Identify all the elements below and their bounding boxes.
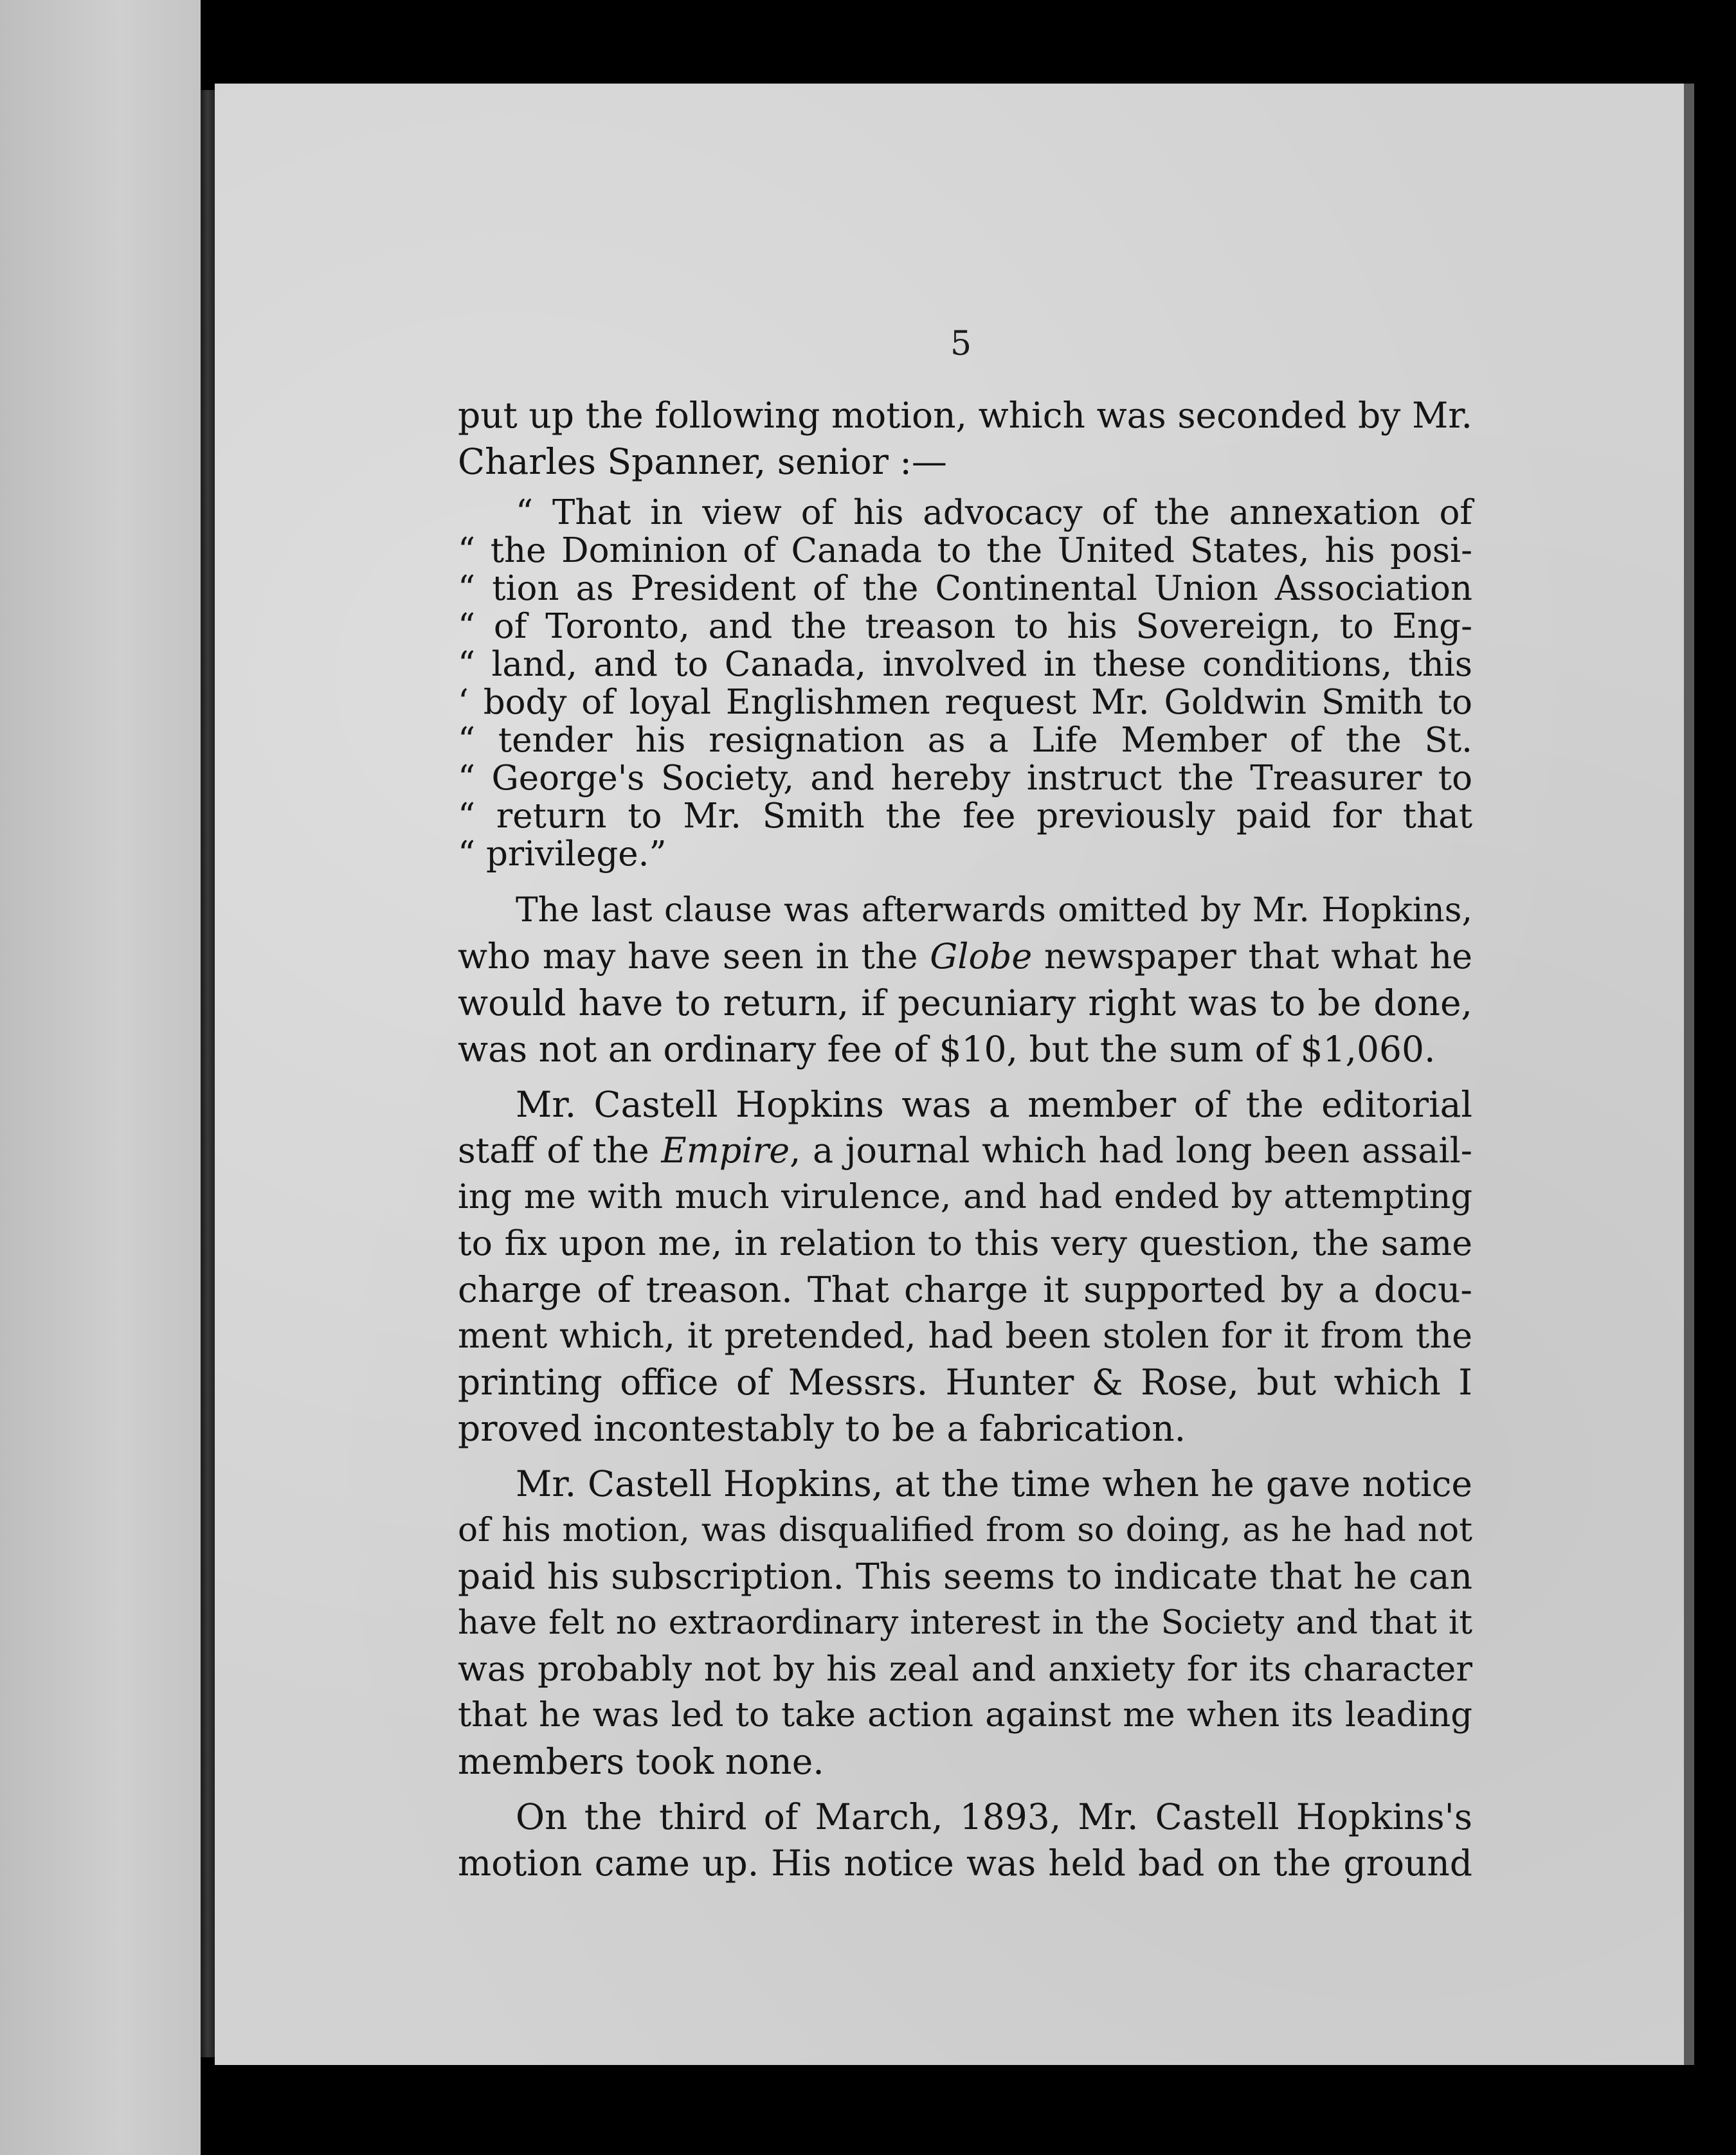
- text-line: On the third of March, 1893, Mr. Castell Hopkins's: [516, 1796, 1472, 1837]
- page-number: 5: [950, 325, 972, 363]
- newspaper-title-empire: Empire: [661, 1130, 790, 1171]
- text-span: newspaper that what he: [1032, 936, 1472, 977]
- text-span: who may have seen in the: [458, 936, 930, 977]
- paragraph: [458, 1081, 1472, 1452]
- text-line: charge of treason. That charge it supported by a docu-: [458, 1269, 1472, 1310]
- text-line: proved incontestably to be a fabrication.: [458, 1408, 1186, 1449]
- text-span: , a journal which had long been assail-: [790, 1130, 1472, 1171]
- text-line: would have to return, if pecuniary right was to be done,: [458, 982, 1472, 1023]
- text-line: to fix upon me, in relation to this very question, the same: [458, 1223, 1472, 1263]
- quote-line: “ George's Society, and hereby instruct the Treasurer to: [458, 759, 1472, 798]
- newspaper-title-globe: Globe: [930, 936, 1033, 977]
- text-line: that he was led to take action against me when its leading: [458, 1695, 1472, 1735]
- text-line: have felt no extraordinary interest in the Society and that it: [458, 1603, 1472, 1642]
- quote-line: “ of Toronto, and the treason to his Sovereign, to Eng-: [458, 607, 1472, 646]
- text-line: ing me with much virulence, and had ended by attempting: [458, 1177, 1472, 1216]
- paragraph: [458, 1794, 1472, 1886]
- text-line: was probably not by his zeal and anxiety for its character: [458, 1648, 1472, 1689]
- text-line: Mr. Castell Hopkins was a member of the editorial: [516, 1084, 1472, 1125]
- quote-line: “ privilege.”: [458, 834, 667, 874]
- quoted-motion: [458, 494, 1472, 873]
- quote-line: “ That in view of his advocacy of the annexation of: [516, 493, 1472, 532]
- text-line: of his motion, was disqualified from so doing, as he had not: [458, 1511, 1472, 1549]
- quote-line: “ tion as President of the Continental Union Association: [458, 569, 1472, 608]
- text-line: [458, 1128, 1472, 1174]
- quote-line: “ tender his resignation as a Life Member of the St.: [458, 721, 1472, 760]
- paragraph: [458, 887, 1472, 1072]
- text-line: was not an ordinary fee of $10, but the sum of $1,060.: [458, 1029, 1436, 1070]
- text-line: [458, 933, 1472, 980]
- book-gutter: [201, 90, 215, 2057]
- quote-line: “ return to Mr. Smith the fee previously paid for that: [458, 797, 1472, 836]
- left-page-edge: [0, 0, 201, 2155]
- text-line: put up the following motion, which was seconded by Mr.: [458, 395, 1472, 436]
- text-line: Charles Spanner, senior :—: [458, 441, 947, 482]
- text-line: motion came up. His notice was held bad on the ground: [458, 1843, 1472, 1884]
- text-span: staff of the: [458, 1130, 662, 1171]
- page-body: [458, 392, 1472, 1886]
- text-line: printing office of Messrs. Hunter & Rose, but which I: [458, 1362, 1472, 1403]
- paragraph: [458, 1461, 1472, 1785]
- quote-line: “ land, and to Canada, involved in these conditions, this: [458, 645, 1472, 684]
- quote-line: “ the Dominion of Canada to the United States, his posi-: [458, 531, 1472, 570]
- right-page-edge: [1684, 84, 1694, 2065]
- text-line: ment which, it pretended, had been stolen for it from the: [458, 1315, 1472, 1356]
- text-line: Mr. Castell Hopkins, at the time when he gave notice: [516, 1463, 1472, 1504]
- quote-line: ‘ body of loyal Englishmen request Mr. Goldwin Smith to: [458, 683, 1472, 722]
- text-line: paid his subscription. This seems to indicate that he can: [458, 1556, 1472, 1597]
- text-line: members took none.: [458, 1741, 824, 1782]
- text-line: The last clause was afterwards omitted by Mr. Hopkins,: [516, 891, 1472, 930]
